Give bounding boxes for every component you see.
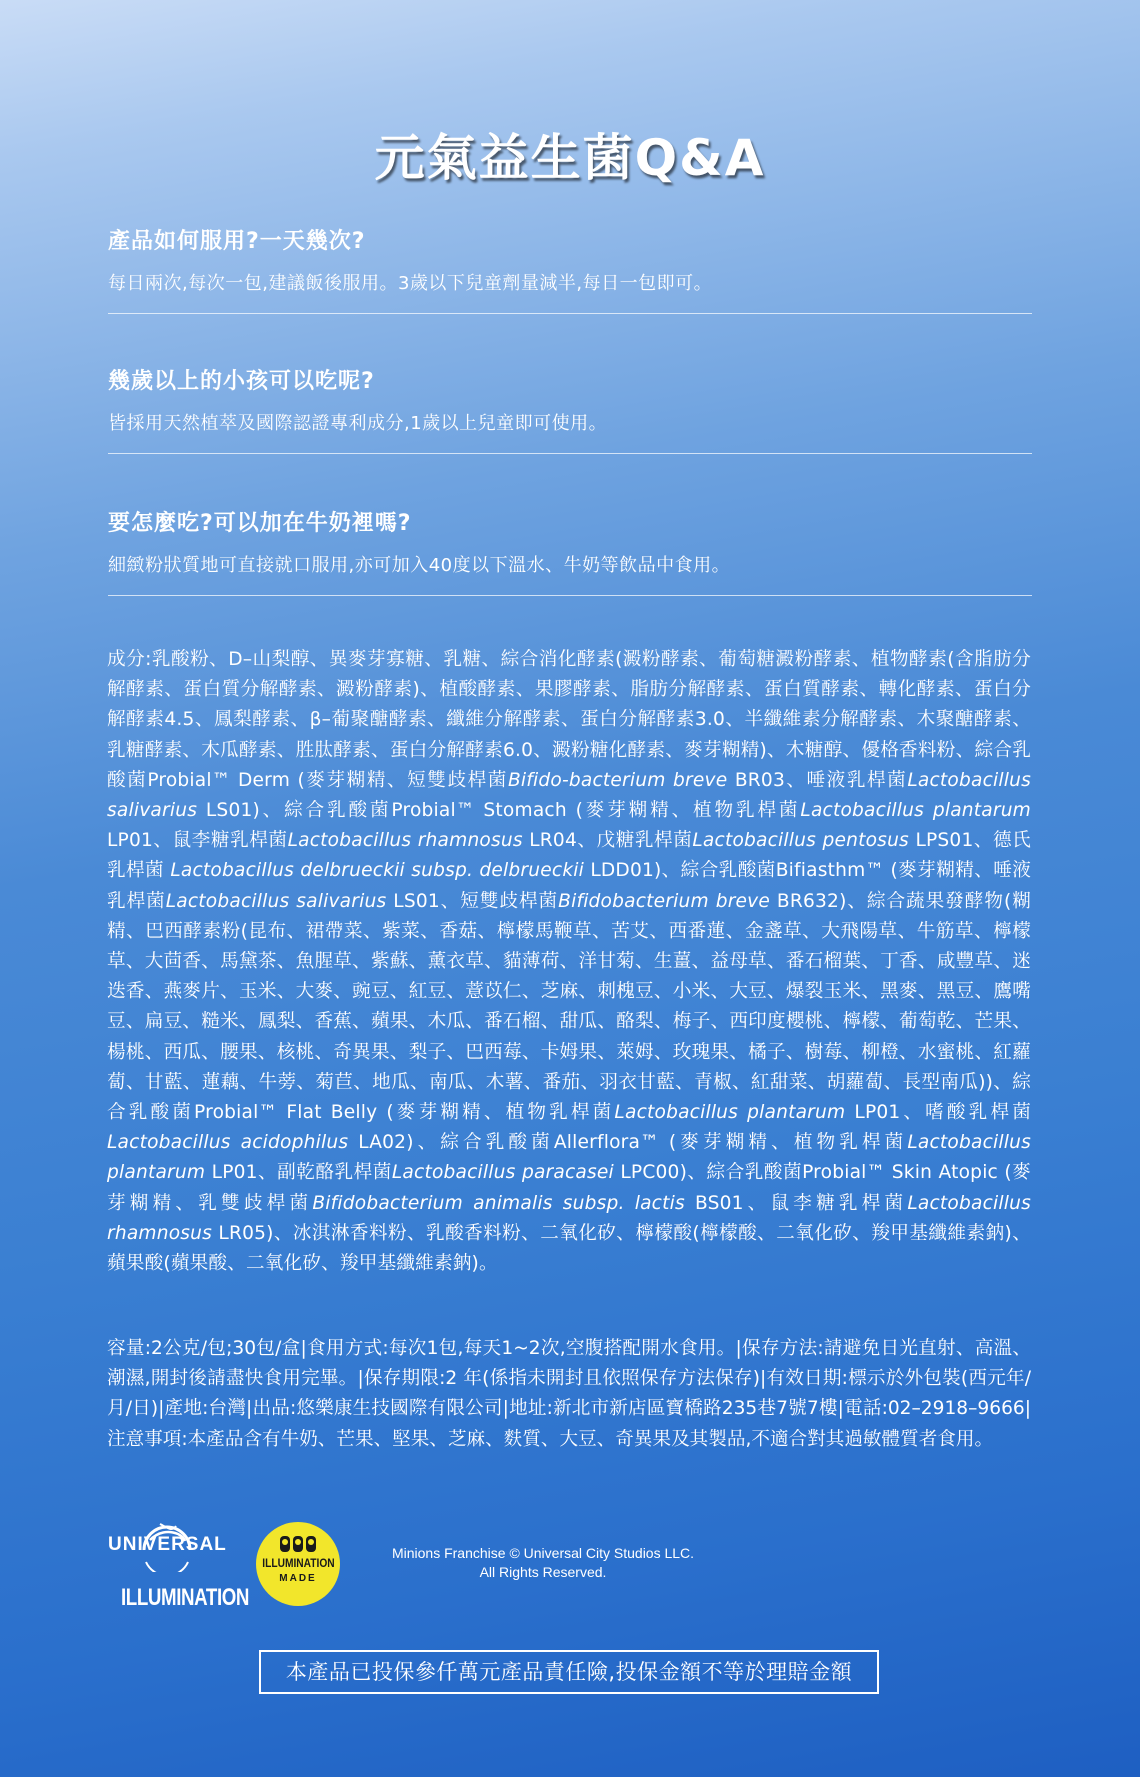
badge-illumination-text: ILLUMINATION (262, 1556, 335, 1570)
illumination-wordmark: ILLUMINATION (120, 1584, 250, 1611)
product-specs: 容量:2公克/包;30包/盒|食用方式:每次1包,每天1~2次,空腹搭配開水食用。|保存方法:請避免日光直射、高溫、潮濕,開封後請盡快食用完畢。|保存期限:2 年(係指未開封且依照保存方法保存)|有效日期:標示於外包裝(西元年/月/日)|產地:台灣|出品:悠樂康生技國際有限公司|地址:新北市新店區寶橋路235巷7號7樓|電話:02–2918–9666|注意事項:本產品含有牛奶、芒果、堅果、芝麻、麩質、大豆、奇異果及其製品,不適合對其過敏體質者食用。 (107, 1338, 1031, 1450)
ingredients-part: BS01、鼠李糖乳桿菌 (684, 1192, 908, 1214)
ingredients-part: LDD01)、綜合乳酸菌Bifiasthm™ (麥芽糊精、唾液乳桿菌 (107, 860, 1031, 912)
faq-question: 要怎麼吃?可以加在牛奶裡嗎? (108, 511, 412, 536)
illumination-made-badge (256, 1522, 340, 1606)
ingredients-latin-name: Bifidobacterium breve (558, 890, 771, 912)
faq-item (108, 364, 1032, 454)
ingredients-latin-name: Lactobacillus salivarius (107, 769, 1031, 822)
page-title: 元氣益生菌Q&A (374, 129, 766, 187)
ingredients-latin-name: Lactobacillus rhamnosus (107, 1192, 1031, 1244)
ingredients-latin-name: Bifido-bacterium breve (507, 769, 728, 791)
ingredients-part: LA02)、綜合乳酸菌Allerflora™ (麥芽糊精、植物乳桿菌 (348, 1132, 908, 1154)
ingredients-latin-name: Lactobacillus rhamnosus (287, 830, 523, 852)
faq-answer: 每日兩次,每次一包,建議飯後服用。3歲以下兒童劑量減半,每日一包即可。 (108, 273, 713, 294)
ingredients-part: LS01、短雙歧桿菌 (386, 890, 559, 912)
divider (108, 313, 1032, 314)
badge-made-text: MADE (279, 1573, 317, 1584)
ingredients-latin-name: Lactobacillus plantarum (107, 1132, 1031, 1184)
ingredients-latin-name: Lactobacillus plantarum (614, 1102, 846, 1124)
minion-faces-icon (278, 1534, 318, 1554)
insurance-notice: 本產品已投保參仟萬元產品責任險,投保金額不等於理賠金額 (259, 1650, 879, 1694)
universal-illumination-logo (108, 1510, 250, 1620)
ingredients-part: BR03、唾液乳桿菌 (727, 769, 908, 791)
divider (108, 453, 1032, 454)
ingredients-latin-name: Lactobacillus pentosus (692, 830, 909, 852)
ingredients-latin-name: Lactobacillus plantarum (800, 800, 1031, 822)
ingredients-part: LR04、戊糖乳桿菌 (522, 830, 693, 852)
copyright-notice (373, 1544, 713, 1582)
faq-answer: 細緻粉狀質地可直接就口服用,亦可加入40度以下溫水、牛奶等飲品中食用。 (108, 555, 731, 576)
divider (108, 595, 1032, 596)
ingredients-part: LP01、副乾酪乳桿菌 (205, 1162, 392, 1184)
copyright-line: All Rights Reserved. (479, 1564, 607, 1580)
faq-answer: 皆採用天然植萃及國際認證專利成分,1歲以上兒童即可使用。 (108, 413, 608, 434)
universal-wordmark: UNIVERSAL (108, 1534, 227, 1555)
ingredients-part: LP01、鼠李糖乳桿菌 (107, 830, 288, 852)
copyright-line: Minions Franchise © Universal City Studios LLC. (391, 1545, 695, 1561)
faq-item (108, 224, 1032, 314)
ingredients-part: LPS01、德氏乳桿菌 (107, 830, 1031, 882)
ingredients-part: LPC00)、綜合乳酸菌Probial™ Skin Atopic (麥芽糊精、乳雙歧桿菌 (107, 1162, 1031, 1214)
ingredients-text (107, 645, 1031, 1279)
faq-question: 幾歲以上的小孩可以吃呢? (108, 369, 375, 394)
ingredients-latin-name: Lactobacillus delbrueckii subsp. delbrueckii (170, 860, 585, 882)
ingredients-part: LR05)、冰淇淋香料粉、乳酸香料粉、二氧化矽、檸檬酸(檸檬酸、二氧化矽、羧甲基纖維素鈉)、蘋果酸(蘋果酸、二氧化矽、羧甲基纖維素鈉)。 (107, 1222, 1031, 1275)
ingredients-part: LP01、嗜酸乳桿菌 (845, 1102, 1031, 1124)
ingredients-latin-name: Lactobacillus salivarius (165, 890, 387, 912)
faq-item (108, 506, 1032, 596)
ingredients-latin-name: Bifidobacterium animalis subsp. lactis (312, 1192, 685, 1214)
logo-row (108, 1510, 728, 1620)
ingredients-part: 成分:乳酸粉、D–山梨醇、異麥芽寡糖、乳糖、綜合消化酵素(澱粉酵素、葡萄糖澱粉酵素、植物酵素(含脂肪分解酵素、蛋白質分解酵素、澱粉酵素)、植酸酵素、果膠酵素、脂肪分解酵素、蛋白質酵素、轉化酵素、蛋白分解酵素4.5、鳳梨酵素、β–葡聚醣酵素、纖維分解酵素、蛋白分解酵素3.0、半纖維素分解酵素、木聚醣酵素、乳糖酵素、木瓜酵素、胜肽酵素、蛋白分解酵素6.0、澱粉糖化酵素、麥芽糊精)、木糖醇、優格香料粉、綜合乳酸菌Probial™ Derm (麥芽糊精、短雙歧桿菌 (107, 649, 1031, 791)
faq-question: 產品如何服用?一天幾次? (108, 229, 366, 254)
ingredients-latin-name: Lactobacillus paracasei (391, 1162, 614, 1184)
ingredients-part: BR632)、綜合蔬果發酵物(糊精、巴西酵素粉(昆布、裙帶菜、紫菜、香菇、檸檬馬鞭草、苦艾、西番蓮、金盞草、大飛陽草、牛筋草、檸檬草、大茴香、馬黛茶、魚腥草、紫蘇、薰衣草、貓薄荷、洋甘菊、生薑、益母草、番石榴葉、丁香、咸豐草、迷迭香、燕麥片、玉米、大麥、豌豆、紅豆、薏苡仁、芝麻、刺槐豆、小米、大豆、爆裂玉米、黑麥、黑豆、鷹嘴豆、扁豆、糙米、鳳梨、香蕉、蘋果、木瓜、番石榴、甜瓜、酪梨、梅子、西印度櫻桃、檸檬、葡萄乾、芒果、楊桃、西瓜、腰果、核桃、奇異果、梨子、巴西莓、卡姆果、萊姆、玫瑰果、橘子、樹莓、柳橙、水蜜桃、紅蘿蔔、甘藍、蓮藕、牛蒡、菊苣、地瓜、南瓜、木薯、番茄、羽衣甘藍、青椒、紅甜菜、胡蘿蔔、長型南瓜))、綜合乳酸菌Probial™ Flat Belly (麥芽糊精、植物乳桿菌 (107, 890, 1031, 1124)
ingredients-part: LS01)、綜合乳酸菌Probial™ Stomach (麥芽糊精、植物乳桿菌 (197, 800, 801, 822)
ingredients-latin-name: Lactobacillus acidophilus (107, 1132, 349, 1154)
